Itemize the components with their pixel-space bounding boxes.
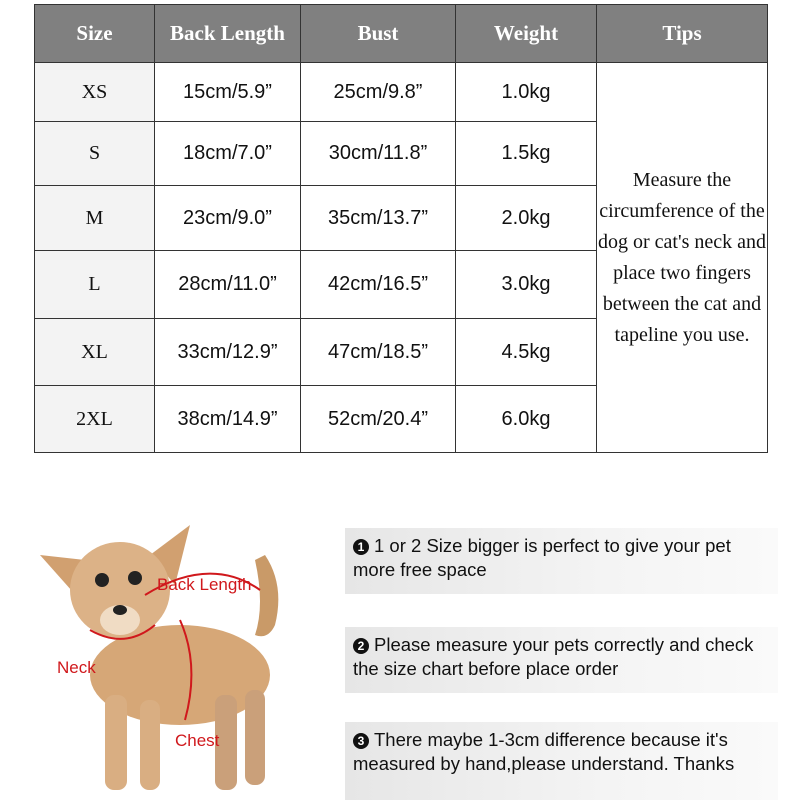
header-weight: Weight: [456, 5, 597, 63]
size-cell: XL: [35, 319, 155, 386]
note-text: Please measure your pets correctly and check the size chart before place order: [353, 634, 754, 679]
bust-cell: 25cm/9.8”: [301, 63, 456, 122]
tips-text: Measure the circumference of the dog or cat's neck and place two fingers between the cat and tapeline you use.: [598, 168, 766, 346]
weight-cell: 3.0kg: [456, 251, 597, 319]
bust-cell: 30cm/11.8”: [301, 122, 456, 186]
header-bust: Bust: [301, 5, 456, 63]
back-length-label: Back Length: [157, 575, 252, 594]
size-cell: 2XL: [35, 386, 155, 453]
header-back-length: Back Length: [155, 5, 301, 63]
note-3: [345, 722, 778, 800]
size-chart-table: [34, 4, 768, 453]
back-length-cell: 33cm/12.9”: [155, 319, 301, 386]
back-length-cell: 15cm/5.9”: [155, 63, 301, 122]
note-2: [345, 627, 778, 693]
back-length-cell: 38cm/14.9”: [155, 386, 301, 453]
header-tips: Tips: [597, 5, 768, 63]
weight-cell: 1.5kg: [456, 122, 597, 186]
size-cell: XS: [35, 63, 155, 122]
weight-cell: 6.0kg: [456, 386, 597, 453]
note-text: There maybe 1-3cm difference because it's measured by hand,please understand. Thanks: [353, 729, 735, 774]
weight-cell: 1.0kg: [456, 63, 597, 122]
weight-cell: 4.5kg: [456, 319, 597, 386]
table-row: [35, 63, 768, 122]
size-cell: M: [35, 186, 155, 251]
table-header-row: [35, 5, 768, 63]
back-length-cell: 23cm/9.0”: [155, 186, 301, 251]
back-length-cell: 18cm/7.0”: [155, 122, 301, 186]
back-length-cell: 28cm/11.0”: [155, 251, 301, 319]
note-1: [345, 528, 778, 594]
neck-label: Neck: [57, 658, 96, 677]
bust-cell: 47cm/18.5”: [301, 319, 456, 386]
size-cell: S: [35, 122, 155, 186]
bust-cell: 52cm/20.4”: [301, 386, 456, 453]
number-3-icon: 3: [353, 733, 369, 749]
bust-cell: 42cm/16.5”: [301, 251, 456, 319]
bust-cell: 35cm/13.7”: [301, 186, 456, 251]
number-1-icon: 1: [353, 539, 369, 555]
tips-cell: [597, 63, 768, 453]
number-2-icon: 2: [353, 638, 369, 654]
chest-label: Chest: [175, 731, 220, 750]
size-cell: L: [35, 251, 155, 319]
header-size: Size: [35, 5, 155, 63]
weight-cell: 2.0kg: [456, 186, 597, 251]
note-text: 1 or 2 Size bigger is perfect to give your pet more free space: [353, 535, 731, 580]
